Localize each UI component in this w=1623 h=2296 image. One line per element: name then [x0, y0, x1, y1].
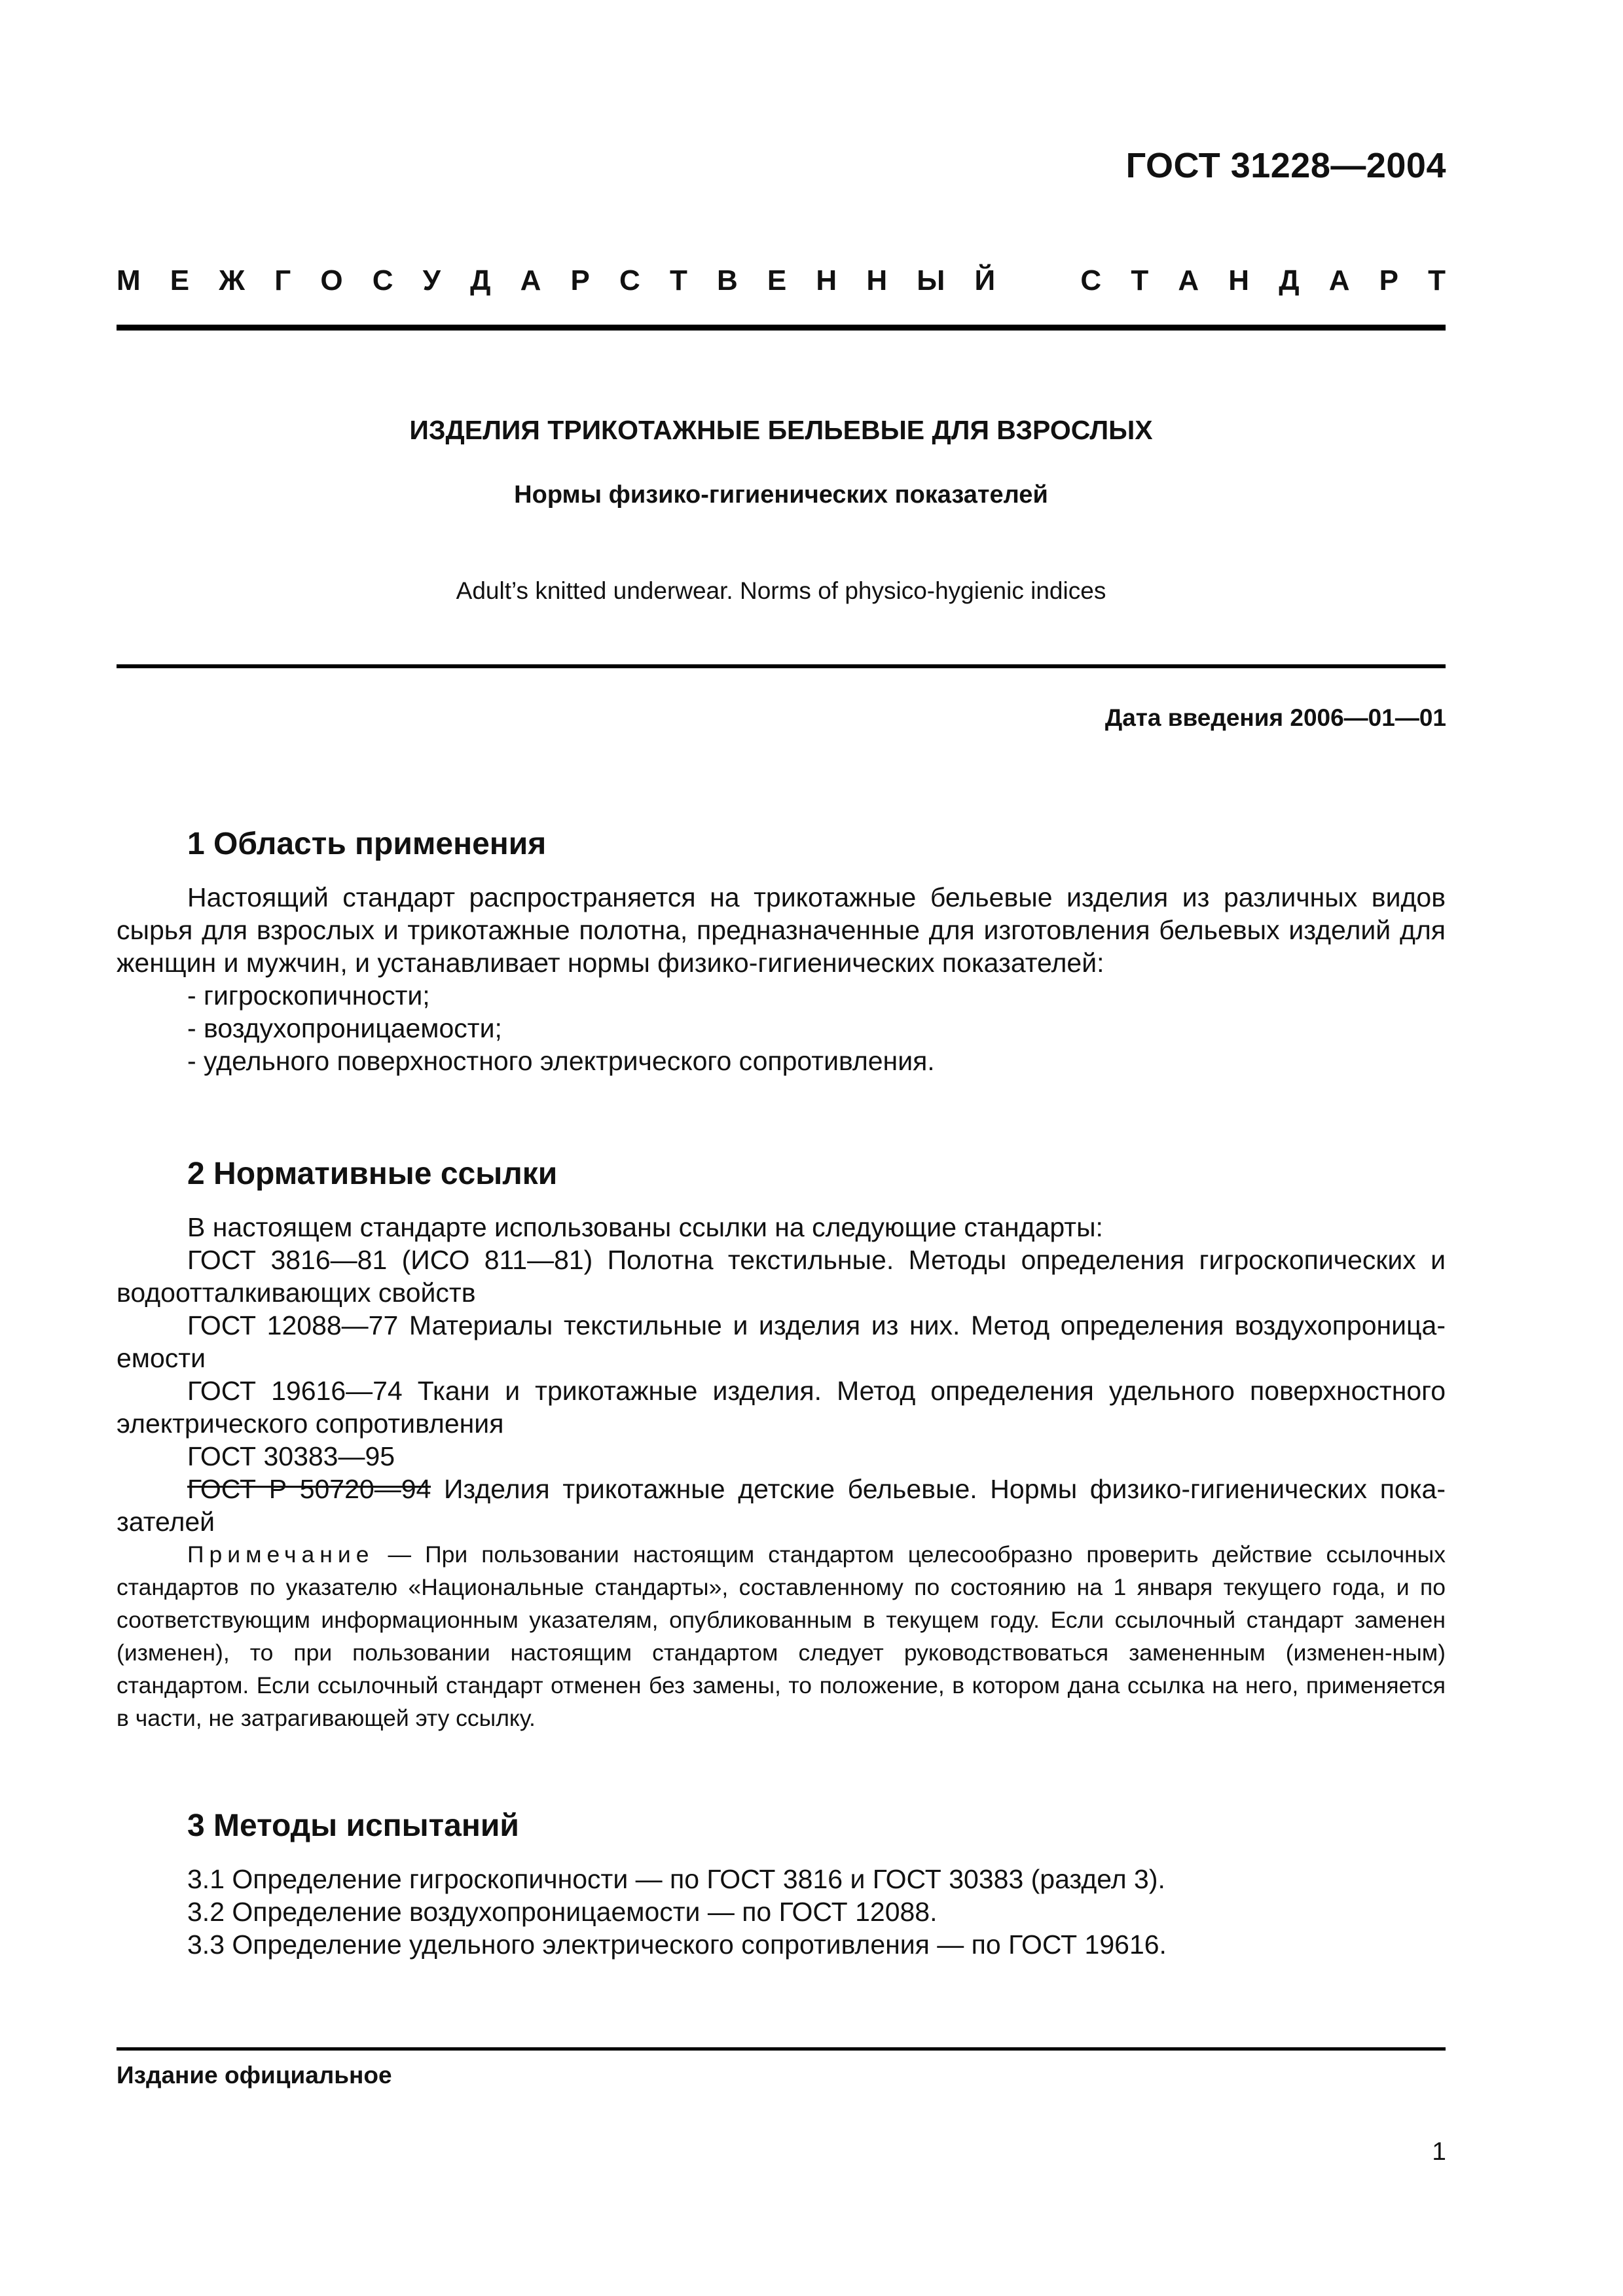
banner-letter: Н: [866, 264, 888, 296]
banner-letter: Д: [470, 264, 491, 296]
page-number: 1: [1432, 2138, 1446, 2166]
reference-gost-3816: ГОСТ 3816—81 (ИСО 811—81) Полотна текстильные. Методы определения гигроскопических и водоотталкивающих свойств: [117, 1245, 1446, 1308]
banner-letter: Й: [974, 264, 996, 296]
banner-letter: С: [1080, 264, 1102, 296]
banner-letter: Д: [1279, 264, 1300, 296]
banner-letter: С: [372, 264, 393, 296]
header-divider: [117, 325, 1446, 331]
references-note: [117, 1538, 1446, 1734]
reference-gost-30383: ГОСТ 30383—95: [187, 1441, 395, 1471]
banner-letter: С: [619, 264, 640, 296]
section-heading-test-methods: 3 Методы испытаний: [187, 1808, 519, 1843]
section-heading-references: 2 Нормативные ссылки: [187, 1157, 558, 1191]
banner-letter: Р: [570, 264, 590, 296]
banner-letter: А: [520, 264, 541, 296]
banner-letter: Г: [274, 264, 291, 296]
document-title: ИЗДЕЛИЯ ТРИКОТАЖНЫЕ БЕЛЬЕВЫЕ ДЛЯ ВЗРОСЛЫХ: [409, 415, 1153, 445]
banner-letter: Т: [669, 264, 687, 296]
banner-letter: А: [1328, 264, 1350, 296]
banner-letter: М: [117, 264, 141, 296]
banner-letter: О: [320, 264, 343, 296]
banner-letter: Р: [1379, 264, 1398, 296]
title-divider: [117, 664, 1446, 668]
banner-letter: У: [422, 264, 441, 296]
reference-gost-12088: ГОСТ 12088—77 Материалы текстильные и изделия из них. Метод определения воздухопроница-емости: [117, 1310, 1446, 1373]
footer-divider: [117, 2047, 1446, 2051]
banner-letter: Н: [1228, 264, 1250, 296]
document-title-english: Adult’s knitted underwear. Norms of physico-hygienic indices: [456, 577, 1106, 604]
list-item: - удельного поверхностного электрического сопротивления.: [187, 1046, 935, 1076]
banner-letter: Т: [1131, 264, 1149, 296]
official-edition-label: Издание официальное: [117, 2062, 392, 2089]
interstate-standard-banner: [117, 264, 1446, 297]
banner-letter: А: [1178, 264, 1199, 296]
banner-letter: Е: [170, 264, 190, 296]
banner-word-gap: [1025, 264, 1051, 297]
banner-letter: Т: [1428, 264, 1446, 296]
section-heading-scope: 1 Область применения: [187, 827, 547, 861]
list-item: - гигроскопичности;: [187, 980, 430, 1011]
banner-letter: Ы: [917, 264, 945, 296]
banner-letter: Ж: [219, 264, 246, 296]
banner-letter: Е: [767, 264, 787, 296]
document-code: ГОСТ 31228—2004: [1125, 146, 1446, 185]
list-item: 3.1 Определение гигроскопичности — по ГОСТ 3816 и ГОСТ 30383 (раздел 3).: [187, 1864, 1165, 1894]
reference-gost-19616: ГОСТ 19616—74 Ткани и трикотажные изделия. Метод определения удельного поверхностного электрического сопротивления: [117, 1376, 1446, 1439]
list-item: 3.3 Определение удельного электрического сопротивления — по ГОСТ 19616.: [187, 1929, 1167, 1960]
banner-letter: В: [717, 264, 738, 296]
note-text: — При пользовании настоящим стандартом целесообразно проверить действие ссылочных стандартов по указателю «Национальные стандарты», составленному по состоянию на 1 января текущего года, и по соответствующим информационным указателям, опубликованным в текущем году. Если ссылочный стандарт заменен (изменен), то при пользовании настоящим стандартом следует руководствоваться замененным (изменен-ным) стандартом. Если ссылочный стандарт отменен без замены, то положение, в котором дана ссылка на него, применяется в части, не затрагивающей эту ссылку.: [117, 1541, 1446, 1731]
list-item: 3.2 Определение воздухопроницаемости — по ГОСТ 12088.: [187, 1897, 938, 1927]
introduction-date: Дата введения 2006—01—01: [1104, 704, 1446, 731]
list-item: - воздухопроницаемости;: [187, 1013, 502, 1043]
note-label: Примечание: [187, 1541, 374, 1568]
references-intro: В настоящем стандарте использованы ссылки на следующие стандарты:: [187, 1212, 1103, 1242]
scope-paragraph: Настоящий стандарт распространяется на трикотажные бельевые изделия из различных видов сырья для взрослых и трикотажные полотна, предназначенные для изготовления бельевых изделий для женщин и мужчин, и устанавливает нормы физико-гигиенических показателей:: [117, 882, 1446, 978]
document-subtitle: Нормы физико-гигиенических показателей: [514, 481, 1048, 509]
reference-gost-r-50720: ГОСТ Р 50720—94 Изделия трикотажные детские бельевые. Нормы физико-гигиенических пока-зателей: [117, 1474, 1446, 1537]
banner-letter: Н: [816, 264, 837, 296]
